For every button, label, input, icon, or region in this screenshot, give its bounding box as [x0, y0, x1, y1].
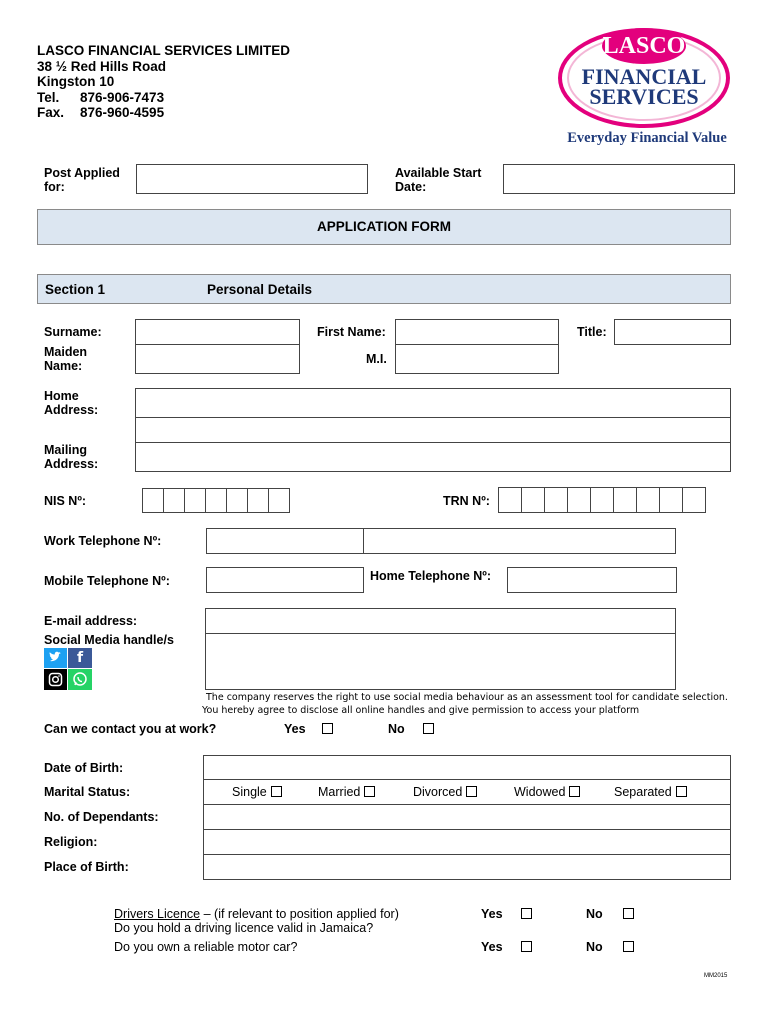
email-input[interactable] [205, 608, 676, 634]
section-number: Section 1 [45, 282, 106, 297]
trn-label: TRN Nº: [443, 494, 490, 508]
car-question: Do you own a reliable motor car? [114, 940, 298, 954]
first-name-label: First Name: [317, 325, 386, 339]
marital-option-label: Separated [614, 785, 672, 799]
nis-digit-cell[interactable] [247, 488, 269, 513]
title-label: Title: [577, 325, 607, 339]
instagram-icon [44, 669, 67, 690]
work-telephone-input[interactable] [206, 528, 364, 554]
trn-digit-cell[interactable] [636, 487, 660, 513]
marital-option-checkbox[interactable] [271, 786, 282, 797]
section-1-header [37, 274, 731, 304]
company-address-1: 38 ½ Red Hills Road [37, 58, 167, 74]
company-address-2: Kingston 10 [37, 74, 115, 89]
first-name-input[interactable] [395, 319, 559, 345]
licence-no-checkbox[interactable] [623, 908, 634, 919]
trn-digit-cell[interactable] [498, 487, 522, 513]
place-of-birth-label: Place of Birth: [44, 860, 129, 874]
social-media-label: Social Media handle/s [44, 633, 174, 647]
licence-yes-checkbox[interactable] [521, 908, 532, 919]
work-telephone-ext-input[interactable] [363, 528, 676, 554]
social-media-note: The company reserves the right to use social media behaviour as an assessment tool for candidate selection. You hereby agree to disclose all online handles and give permission to access your platform [202, 692, 728, 716]
logo-brand: LASCO [602, 33, 686, 59]
nis-digit-cell[interactable] [268, 488, 290, 513]
email-label: E-mail address: [44, 614, 138, 628]
home-telephone-label: Home Telephone Nº: [370, 569, 492, 583]
work-telephone-label: Work Telephone Nº: [44, 534, 162, 548]
home-address-input-2[interactable] [135, 417, 731, 443]
trn-digit-cell[interactable] [682, 487, 706, 513]
application-form-header [37, 209, 731, 245]
dob-label: Date of Birth: [44, 761, 124, 775]
nis-digit-cell[interactable] [184, 488, 206, 513]
dependants-label: No. of Dependants: [44, 810, 159, 824]
marital-option-checkbox[interactable] [676, 786, 687, 797]
mailing-address-input[interactable] [135, 442, 731, 472]
marital-option-label: Divorced [413, 785, 463, 799]
mi-label: M.I. [366, 352, 387, 366]
social-icons [44, 648, 92, 690]
marital-option-single[interactable] [232, 785, 282, 799]
maiden-name-label: Maiden Name: [44, 345, 88, 373]
car-no-checkbox[interactable] [623, 941, 634, 952]
nis-digit-cell[interactable] [142, 488, 164, 513]
section-title: Personal Details [207, 282, 313, 297]
place-of-birth-input[interactable] [203, 854, 731, 880]
trn-digit-cell[interactable] [613, 487, 637, 513]
surname-label: Surname: [44, 325, 102, 339]
logo-line-1: FINANCIAL [581, 64, 707, 89]
contact-yes-checkbox[interactable] [322, 723, 333, 734]
start-date-input[interactable] [503, 164, 735, 194]
home-address-label: Home Address: [44, 389, 99, 417]
logo-line-2: SERVICES [589, 84, 699, 109]
post-applied-label: Post Applied for: [44, 166, 120, 194]
twitter-icon [44, 648, 67, 668]
form-title: APPLICATION FORM [317, 219, 451, 234]
car-yes[interactable]: Yes [481, 940, 532, 954]
dependants-input[interactable] [203, 804, 731, 830]
licence-no[interactable]: No [586, 907, 634, 921]
nis-digit-cell[interactable] [226, 488, 248, 513]
start-date-label: Available Start Date: [395, 166, 482, 194]
mi-input[interactable] [395, 344, 559, 374]
marital-option-married[interactable] [318, 785, 375, 799]
trn-digit-cell[interactable] [567, 487, 591, 513]
marital-option-checkbox[interactable] [364, 786, 375, 797]
logo-tagline: Everyday Financial Value [567, 130, 727, 146]
company-info [37, 43, 290, 121]
nis-digit-cell[interactable] [205, 488, 227, 513]
marital-option-label: Widowed [514, 785, 566, 799]
company-fax: Fax. 876-960-4595 [37, 105, 165, 120]
facebook-icon: f [68, 648, 92, 668]
mailing-address-label: Mailing Address: [44, 443, 99, 471]
post-applied-input[interactable] [136, 164, 368, 194]
nis-digit-cell[interactable] [163, 488, 185, 513]
licence-question: Do you hold a driving licence valid in Jamaica? [114, 921, 374, 935]
lasco-logo [558, 26, 736, 150]
company-name: LASCO FINANCIAL SERVICES LIMITED [37, 43, 291, 58]
surname-input[interactable] [135, 319, 300, 345]
contact-yes[interactable]: Yes [284, 722, 333, 736]
company-tel: Tel. 876-906-7473 [37, 89, 165, 105]
mobile-telephone-input[interactable] [206, 567, 364, 593]
trn-digit-cell[interactable] [659, 487, 683, 513]
contact-at-work-label: Can we contact you at work? [44, 722, 217, 736]
religion-input[interactable] [203, 829, 731, 855]
marital-option-separated[interactable] [614, 785, 687, 799]
social-media-input[interactable] [205, 633, 676, 690]
marital-option-divorced[interactable] [413, 785, 477, 799]
trn-digit-cell[interactable] [521, 487, 545, 513]
drivers-licence-heading: Drivers Licence – (if relevant to position applied for) [114, 907, 399, 921]
marital-option-label: Married [318, 785, 361, 799]
licence-yes[interactable]: Yes [481, 907, 532, 921]
marital-option-checkbox[interactable] [466, 786, 477, 797]
mobile-telephone-label: Mobile Telephone Nº: [44, 574, 170, 588]
footer-code: MM2015 [704, 973, 728, 979]
marital-status-label: Marital Status: [44, 785, 131, 799]
home-address-input[interactable] [135, 388, 731, 418]
car-yes-checkbox[interactable] [521, 941, 532, 952]
title-input[interactable] [614, 319, 731, 345]
nis-label: NIS Nº: [44, 494, 87, 508]
marital-option-widowed[interactable] [514, 785, 580, 799]
trn-digit-cell[interactable] [590, 487, 614, 513]
dob-input[interactable] [203, 755, 731, 780]
home-telephone-input[interactable] [507, 567, 677, 593]
marital-option-checkbox[interactable] [569, 786, 580, 797]
contact-no[interactable]: No [388, 722, 434, 736]
maiden-name-input[interactable] [135, 344, 300, 374]
whatsapp-icon [68, 669, 92, 690]
marital-option-label: Single [232, 785, 267, 799]
car-no[interactable]: No [586, 940, 634, 954]
religion-label: Religion: [44, 835, 98, 849]
contact-no-checkbox[interactable] [423, 723, 434, 734]
trn-digit-cell[interactable] [544, 487, 568, 513]
